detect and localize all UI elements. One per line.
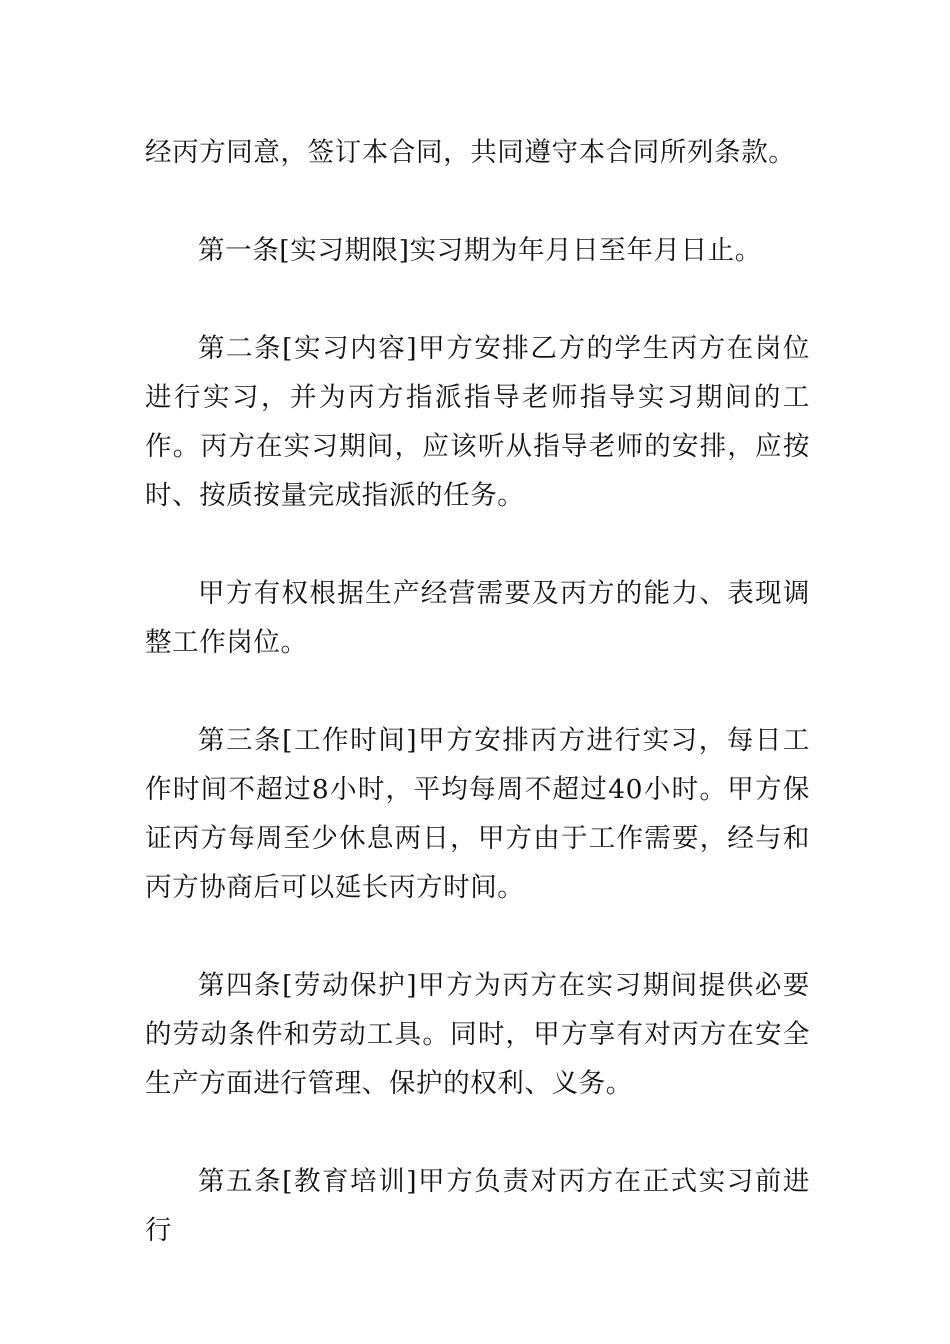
paragraph-article-3: 第三条[工作时间]甲方安排丙方进行实习，每日工作时间不超过8小时，平均每周不超过40小时。甲方保证丙方每周至少休息两日，甲方由于工作需要，经与和丙方协商后可以延长丙方时间。 (145, 725, 810, 903)
document-page (145, 128, 810, 1304)
paragraph-intro: 经丙方同意，签订本合同，共同遵守本合同所列条款。 (145, 137, 796, 168)
paragraph-article-2: 第二条[实习内容]甲方安排乙方的学生丙方在岗位进行实习，并为丙方指派指导老师指导实习期间的工作。丙方在实习期间，应该听从指导老师的安排，应按时、按质按量完成指派的任务。 (145, 333, 810, 511)
paragraph-article-2-supplement: 甲方有权根据生产经营需要及丙方的能力、表现调整工作岗位。 (145, 578, 810, 658)
paragraph-article-4: 第四条[劳动保护]甲方为丙方在实习期间提供必要的劳动条件和劳动工具。同时，甲方享有对丙方在安全生产方面进行管理、保护的权利、义务。 (145, 970, 810, 1099)
paragraph-article-1: 第一条[实习期限]实习期为年月日至年月日止。 (198, 235, 762, 266)
paragraph-article-5: 第五条[教育培训]甲方负责对丙方在正式实习前进行 (145, 1166, 810, 1246)
